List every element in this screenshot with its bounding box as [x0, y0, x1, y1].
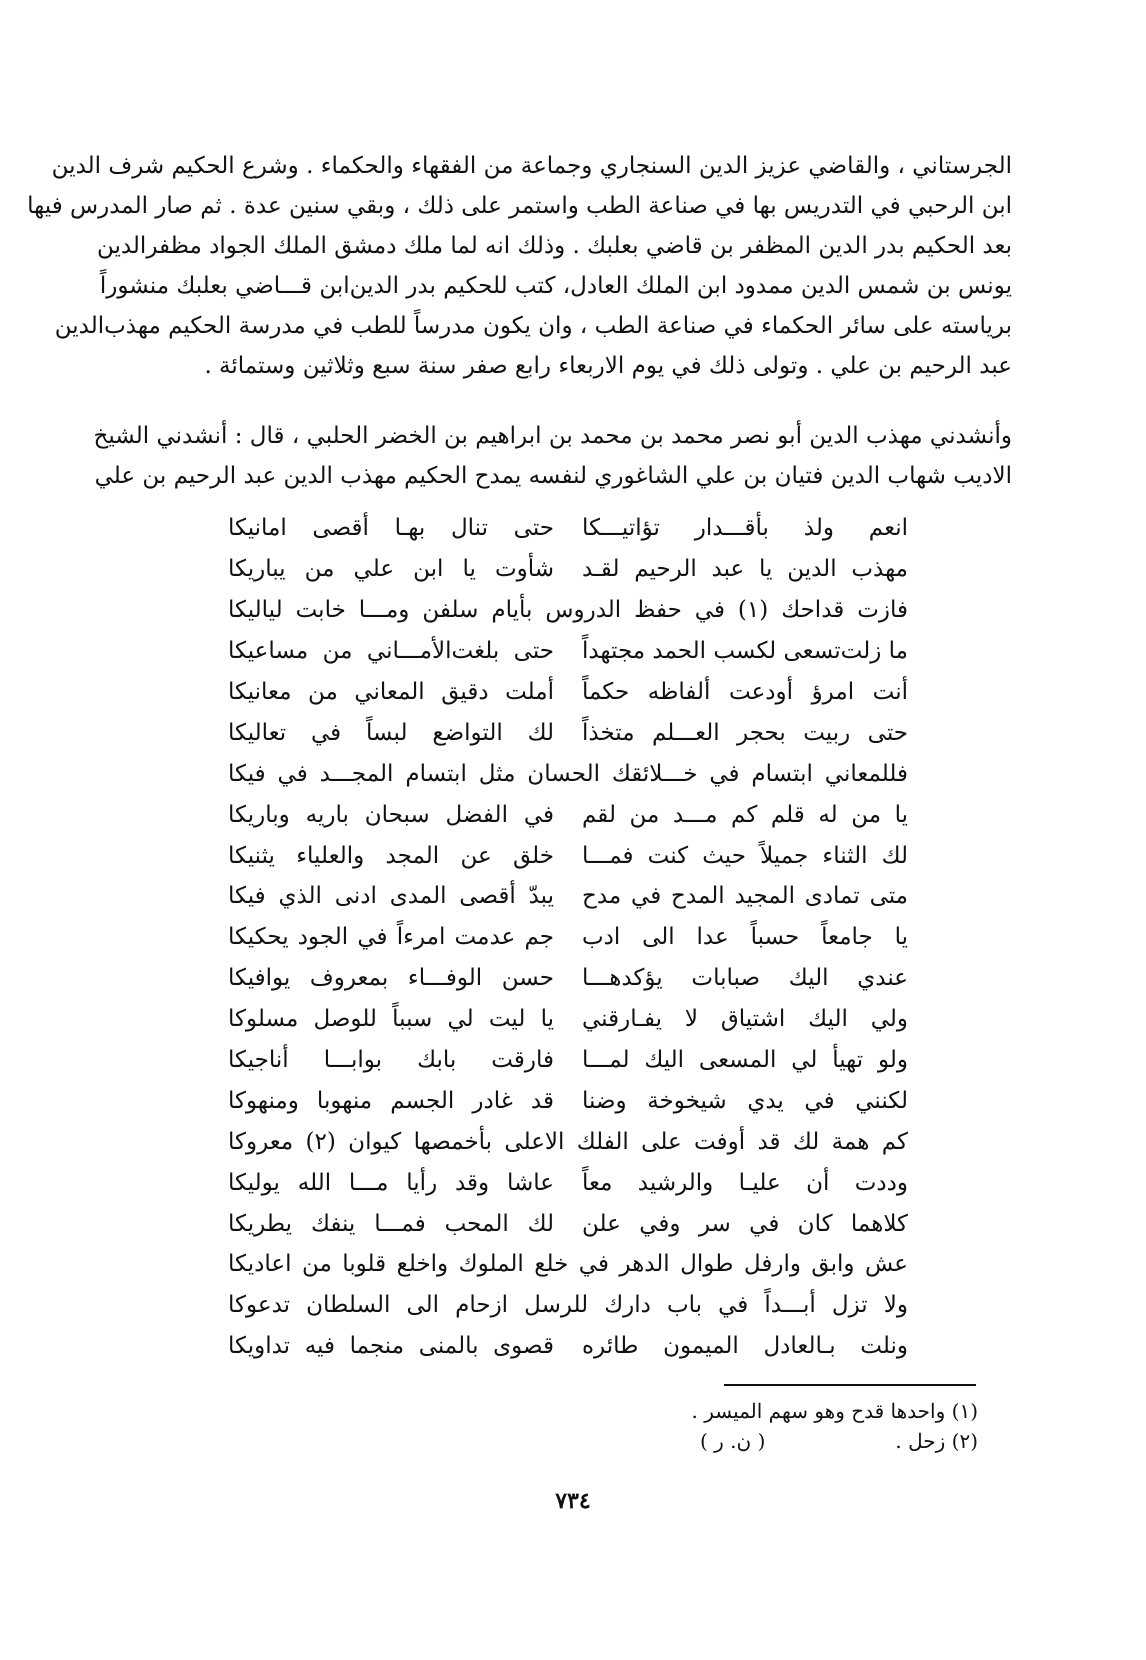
poem-verse [228, 917, 908, 958]
verse-full: ولا تزل أبـــداً في باب دارك للرسل ازحام الى السلطان تدعوكا [228, 1292, 908, 1319]
poem-verse [228, 958, 908, 999]
text-line: ابن الرحبي في التدريس بها في صناعة الطب واستمر على ذلك ، وبقي سنين عدة . ثم صار المدرس فيها [27, 193, 1012, 219]
poem-verse [228, 753, 908, 794]
verse-second-hemistich: حتى بلغت‌الأمـــاني من مساعيكا [228, 638, 554, 665]
footnote-2-row [700, 1426, 978, 1456]
poem-verse [228, 508, 908, 549]
verse-second-hemistich: حسن الوفـــاء بمعروف يوافيكا [228, 965, 554, 992]
verse-second-hemistich: شأوت يا ابن علي من يباريكا [228, 556, 554, 583]
verse-second-hemistich: عاشا وقد رأيا مـــا الله يوليكا [228, 1169, 554, 1196]
page-number: ٧٣٤ [555, 1488, 591, 1514]
verse-first-hemistich: كلاهما كان في سر وفي علن [582, 1210, 908, 1237]
poem-verse [228, 712, 908, 753]
verse-first-hemistich: ما زلت‌تسعى لكسب الحمد مجتهداً [581, 638, 908, 665]
verse-second-hemistich: في الفضل سبحان باريه وباريكا [228, 801, 554, 828]
verse-first-hemistich: يا جامعاً حسباً عدا الى ادب [582, 924, 908, 951]
verse-second-hemistich: جم عدمت امرءاً في الجود يحكيكا [228, 924, 554, 951]
verse-second-hemistich: قصوى بالمنى منجما فيه تداويكا [228, 1333, 554, 1360]
verse-second-hemistich: لك التواضع لبساً في تعاليكا [228, 719, 554, 746]
verse-first-hemistich: لكنني في يدي شيخوخة وضنا [582, 1087, 908, 1114]
verse-first-hemistich: انعم ولذ بأقـــدار تؤاتيـــكا [582, 515, 908, 542]
verse-second-hemistich: خلق عن المجد والعلياء يثنيكا [228, 842, 554, 869]
poem-verse [228, 1162, 908, 1203]
verse-second-hemistich: لك المحب فمـــا ينفك يطريكا [228, 1210, 554, 1237]
verse-second-hemistich: قد غادر الجسم منهوبا ومنهوكا [228, 1087, 554, 1114]
text-line: عبد الرحيم بن علي . وتولى ذلك في يوم الاربعاء رابع صفر سنة سبع وثلاثين وستمائة . [204, 353, 1012, 379]
verse-first-hemistich: يا من له قلم كم مـــد من لقم [582, 801, 908, 828]
poem-verse [228, 1080, 908, 1121]
verse-second-hemistich: حتى تنال بهـا أقصى امانيكا [228, 515, 554, 542]
text-line: برياسته على سائر الحكماء في صناعة الطب ، وان يكون مدرساً للطب في مدرسة الحكيم مهذب‌الدين [54, 313, 1012, 339]
text-line: يونس بن شمس الدين ممدود ابن الملك العادل، كتب للحكيم بدر الدين‌ابن قـــاضي بعلبك منشوراً [99, 273, 1012, 299]
text-line: الجرستاني ، والقاضي عزيز الدين السنجاري وجماعة من الفقهاء والحكماء . وشرع الحكيم شرف الدين [51, 153, 1012, 179]
footnote-divider [724, 1384, 976, 1386]
verse-full: عش وابق وارفل طوال الدهر في خلع الملوك واخلع قلوبا من اعاديكا [228, 1251, 908, 1278]
footnote-2: (٢) زحل . [895, 1429, 978, 1453]
poem-verse [228, 1121, 908, 1162]
paragraph-1 [27, 146, 1012, 386]
poem-verse [228, 549, 908, 590]
poem-verse [228, 1326, 908, 1367]
poem-verse [228, 794, 908, 835]
verse-first-hemistich: حتى ربيت بحجر العـــلم متخذاً [582, 719, 908, 746]
verse-first-hemistich: ونلت بـالعادل الميمون طائره [582, 1333, 908, 1360]
verse-first-hemistich: مهذب الدين يا عبد الرحيم لقـد [582, 556, 908, 583]
poem [228, 508, 908, 1367]
verse-first-hemistich: أنت امرؤ أودعت ألفاظه حكماً [582, 679, 908, 705]
verse-first-hemistich: لك الثناء جميلاً حيث كنت فمـــا [582, 842, 908, 869]
verse-first-hemistich: وددت أن عليـا والرشيد معاً [582, 1169, 908, 1196]
poem-verse [228, 999, 908, 1040]
poem-verse [228, 631, 908, 672]
verse-second-hemistich: أملت دقيق المعاني من معانيكا [228, 679, 554, 705]
verse-second-hemistich: يبدّ أقصى المدى ادنى الذي فيكا [228, 883, 554, 910]
verse-first-hemistich: متى تمادى المجيد المدح في مدح [582, 883, 908, 910]
poem-verse [228, 1040, 908, 1081]
poem-verse [228, 1203, 908, 1244]
verse-first-hemistich: ولو تهيأ لي المسعى اليك لمـــا [582, 1047, 908, 1074]
poem-verse [228, 1244, 908, 1285]
poem-verse [228, 590, 908, 631]
poem-verse [228, 835, 908, 876]
footnote-1: (١) واحدها قدح وهو سهم الميسر . [691, 1399, 978, 1423]
poem-verse [228, 672, 908, 713]
text-line: وأنشدني مهذب الدين أبو نصر محمد بن محمد بن ابراهيم بن الخضر الحلبي ، قال : أنشدني الشيخ [93, 423, 1012, 449]
verse-full: كم همة لك قد أوفت على الفلك الاعلى بأخمصها كيوان (٢) معروكا [228, 1128, 908, 1155]
verse-first-hemistich: ولي اليك اشتياق لا يفـارقني [582, 1006, 908, 1033]
verse-second-hemistich: فارقت بابك بوابـــا أناجيكا [228, 1047, 554, 1074]
poem-verse [228, 1285, 908, 1326]
text-line: الاديب شهاب الدين فتيان بن علي الشاغوري لنفسه يمدح الحكيم مهذب الدين عبد الرحيم بن علي [94, 463, 1012, 489]
text-line: بعد الحكيم بدر الدين المظفر بن قاضي بعلبك . وذلك انه لما ملك دمشق الملك الجواد مظفرالدين [96, 233, 1012, 259]
verse-second-hemistich: يا ليت لي سبباً للوصل مسلوكا [228, 1006, 554, 1033]
verse-full: فللمعاني ابتسام في خـــلائقك الحسان مثل ابتسام المجـــد في فيكا [228, 760, 908, 787]
poem-verse [228, 876, 908, 917]
verse-full: فازت قداحك (١) في حفظ الدروس بأيام سلفن ومـــا خابت لياليكا [228, 597, 908, 624]
paragraph-2 [93, 416, 1012, 496]
footnote-signature: ( ن. ر ) [700, 1429, 766, 1453]
verse-first-hemistich: عندي اليك صبابات يؤكدهـــا [582, 965, 908, 992]
